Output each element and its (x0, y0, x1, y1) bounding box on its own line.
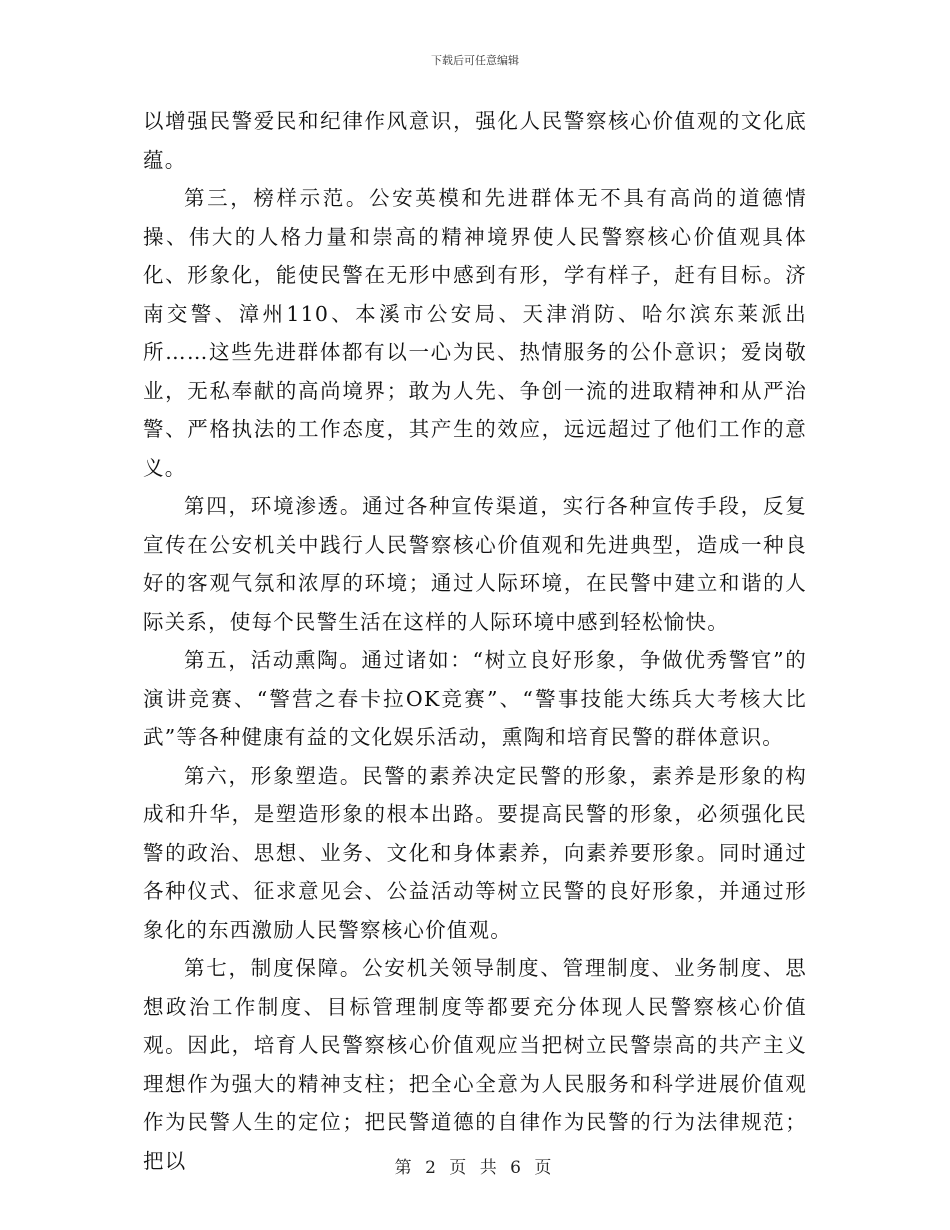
paragraph-environment: 第四，环境渗透。通过各种宣传渠道，实行各种宣传手段，反复宣传在公安机关中践行人民警察核心价值观和先进典型，造成一种良好的客观气氛和浓厚的环境；通过人际环境，在民警中建立和谐的人际关系，使每个民警生活在这样的人际环境中感到轻松愉快。 (143, 494, 807, 634)
paragraph-activities: 第五，活动熏陶。通过诸如：“树立良好形象，争做优秀警官”的演讲竞赛、“警营之春卡拉OK竞赛”、“警事技能大练兵大考核大比武”等各种健康有益的文化娱乐活动，熏陶和培育民警的群体意识。 (143, 648, 807, 749)
paragraph-continuation: 以增强民警爱民和纪律作风意识，强化人民警察核心价值观的文化底蕴。 (143, 109, 807, 172)
paragraph-image: 第六，形象塑造。民警的素养决定民警的形象，素养是形象的构成和升华，是塑造形象的根本出路。要提高民警的形象，必须强化民警的政治、思想、业务、文化和身体素养，向素养要形象。同时通过各种仪式、征求意见会、公益活动等树立民警的良好形象，并通过形象化的东西激励人民警察核心价值观。 (143, 763, 807, 942)
page-number-footer: 第 2 页 共 6 页 (394, 1158, 556, 1178)
page-header: 下载后可任意编辑 (431, 54, 519, 67)
paragraph-system: 第七，制度保障。公安机关领导制度、管理制度、业务制度、思想政治工作制度、目标管理制度等都要充分体现人民警察核心价值观。因此，培育人民警察核心价值观应当把树立民警崇高的共产主义理想作为强大的精神支柱；把全心全意为人民服务和科学进展价值观作为民警人生的定位；把民警道德的自律作为民警的行为法律规范；把以 (143, 956, 807, 1173)
document-body (143, 102, 807, 1180)
paragraph-role-models: 第三，榜样示范。公安英模和先进群体无不具有高尚的道德情操、伟大的人格力量和崇高的精神境界使人民警察核心价值观具体化、形象化，能使民警在无形中感到有形，学有样子，赶有目标。济南交警、漳州110、本溪市公安局、天津消防、哈尔滨东莱派出所……这些先进群体都有以一心为民、热情服务的公仆意识；爱岗敬业，无私奉献的高尚境界；敢为人先、争创一流的进取精神和从严治警、严格执法的工作态度，其产生的效应，远远超过了他们工作的意义。 (143, 186, 807, 480)
